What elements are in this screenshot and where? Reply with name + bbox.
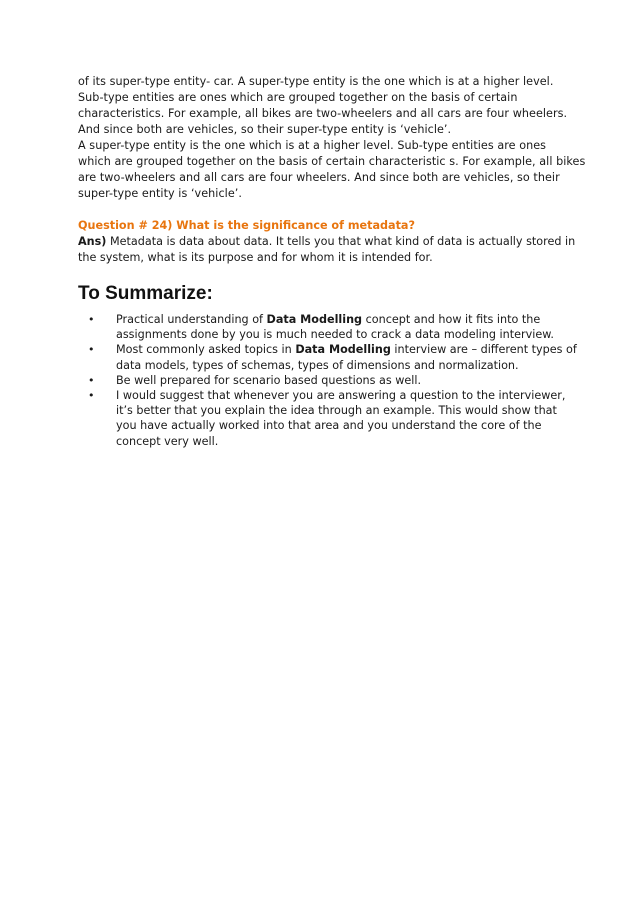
list-item: [78, 388, 566, 449]
answer-line-2: the system, what is its purpose and for whom it is intended for.: [78, 251, 433, 264]
answer-paragraph: [78, 234, 576, 266]
bullet-line: assignments done by you is much needed to crack a data modeling interview.: [116, 328, 554, 342]
bullet-line: [116, 342, 577, 357]
intro-line: characteristics. For example, all bikes are two-wheelers and all cars are four wheelers.: [78, 107, 568, 120]
list-item: [78, 373, 566, 388]
bullet-line: data models, types of schemas, types of dimensions and normalization.: [116, 358, 519, 372]
bullet-icon: •: [88, 343, 95, 357]
answer-text-1: Metadata is data about data. It tells you that what kind of data is actually stored in: [106, 235, 576, 248]
intro-line: Sub-type entities are ones which are grouped together on the basis of certain: [78, 91, 518, 104]
intro-line: A super-type entity is the one which is at a higher level. Sub-type entities are ones: [78, 139, 547, 152]
intro-line: which are grouped together on the basis of certain characteristic s. For example, all bikes: [78, 155, 586, 168]
keyword: Data Modelling: [266, 313, 363, 326]
bullet-line: I would suggest that whenever you are answering a question to the interviewer,: [116, 389, 566, 403]
document-page: [78, 74, 586, 449]
bullet-text: Practical understanding of: [116, 313, 267, 326]
bullet-text: Most commonly asked topics in: [116, 343, 296, 357]
bullet-text: concept and how it fits into the: [362, 313, 541, 326]
bullet-line: it’s better that you explain the idea through an example. This would show that: [116, 404, 557, 418]
bullet-text: interview are – different types of: [390, 343, 577, 357]
keyword: Data Modelling: [295, 343, 391, 357]
bullet-line: [116, 312, 566, 327]
bullet-icon: •: [88, 313, 95, 326]
intro-line: of its super-type entity- car. A super-type entity is the one which is at a higher level.: [78, 75, 554, 88]
intro-paragraph: [78, 74, 586, 202]
answer-line-1: [78, 234, 576, 250]
summary-heading: To Summarize:: [78, 283, 213, 304]
answer-label: Ans): [78, 235, 107, 248]
question-heading: Question # 24) What is the significance of metadata?: [78, 219, 415, 232]
intro-line: And since both are vehicles, so their super-type entity is ‘vehicle’.: [78, 123, 452, 136]
list-item: [78, 342, 577, 372]
intro-line: are two-wheelers and all cars are four wheelers. And since both are vehicles, so their: [78, 171, 560, 184]
bullet-icon: •: [88, 389, 95, 403]
paragraph-spacer: [78, 202, 566, 218]
bullet-line: concept very well.: [116, 434, 219, 448]
list-item: [78, 312, 566, 342]
bullet-line: you have actually worked into that area and you understand the core of the: [116, 419, 542, 433]
summary-list: [78, 312, 577, 449]
bullet-line: Be well prepared for scenario based questions as well.: [116, 373, 422, 387]
intro-line: super-type entity is ‘vehicle’.: [78, 187, 242, 200]
bullet-icon: •: [88, 373, 95, 387]
